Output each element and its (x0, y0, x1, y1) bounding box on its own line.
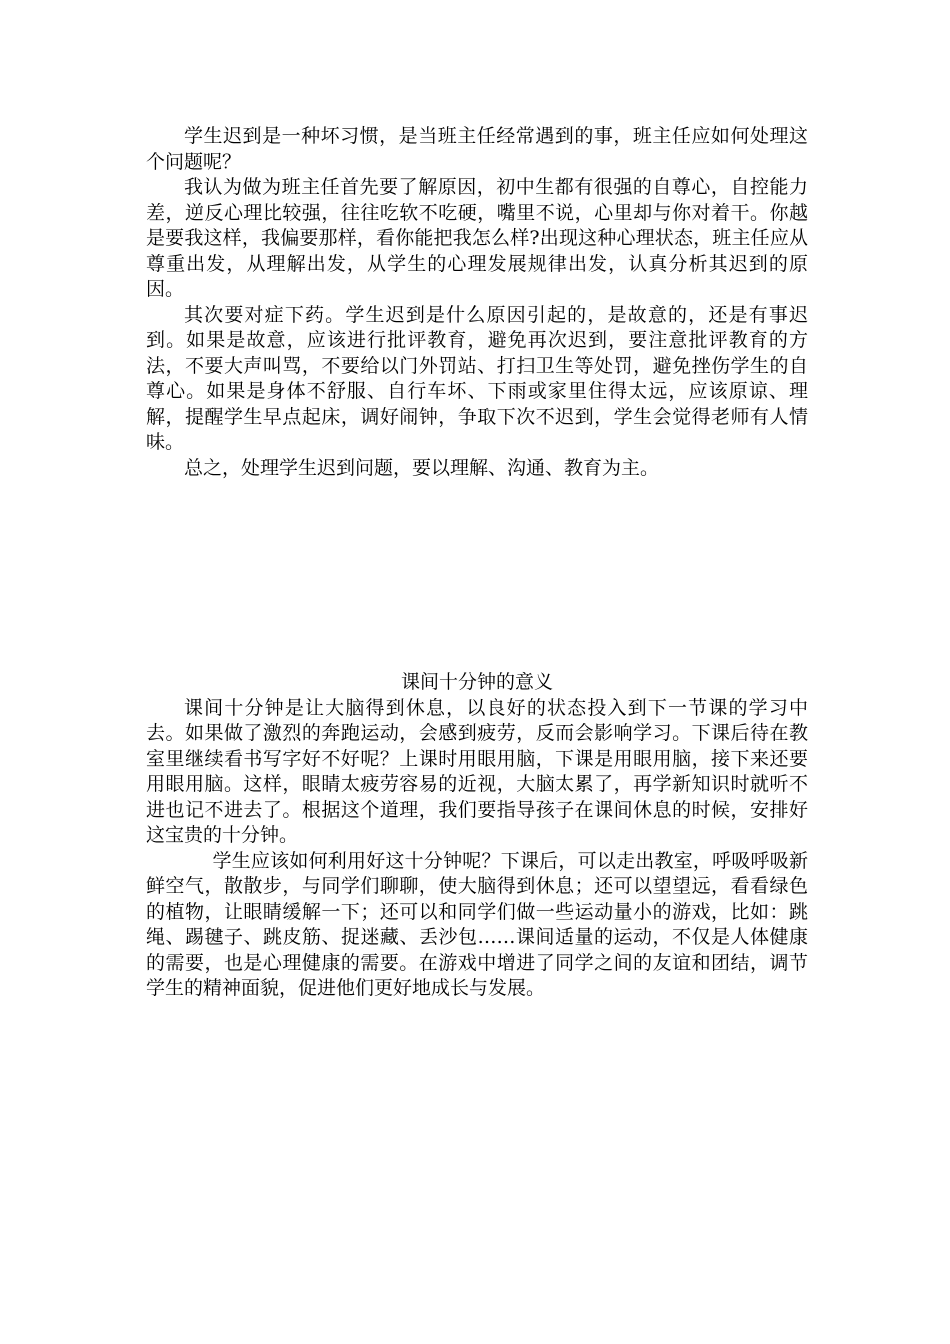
paragraph-remedy: 其次要对症下药。学生迟到是什么原因引起的，是故意的，还是有事迟到。如果是故意，应该进行批评教育，避免再次迟到，要注意批评教育的方法，不要大声叫骂，不要给以门外罚站、打扫卫生等处罚，避免挫伤学生的自尊心。如果是身体不舒服、自行车坏、下雨或家里住得太远，应该原谅、理解，提醒学生早点起床，调好闹钟，争取下次不迟到，学生会觉得老师有人情味。 (146, 303, 808, 453)
paragraph-break-purpose: 课间十分钟是让大脑得到休息，以良好的状态投入到下一节课的学习中去。如果做了激烈的奔跑运动，会感到疲劳，反而会影响学习。下课后待在教室里继续看书写字好不好呢？上课时用眼用脑，下课是用眼用脑，接下来还要用眼用脑。这样，眼睛太疲劳容易的近视，大脑太累了，再学新知识时就听不进也记不进去了。根据这个道理，我们要指导孩子在课间休息的时候，安排好这宝贵的十分钟。 (146, 696, 808, 846)
paragraph-conclusion: 总之，处理学生迟到问题，要以理解、沟通、教育为主。 (184, 456, 660, 479)
article-late-students (146, 124, 808, 481)
paragraph-understand-reasons: 我认为做为班主任首先要了解原因，初中生都有很强的自尊心，自控能力差，逆反心理比较强，往往吃软不吃硬，嘴里不说，心里却与你对着干。你越是要我这样，我偏要那样，看你能把我怎么样?出现这种心理状态，班主任应从尊重出发，从理解出发，从学生的心理发展规律出发，认真分析其迟到的原因。 (146, 176, 808, 300)
paragraph-intro: 学生迟到是一种坏习惯，是当班主任经常遇到的事，班主任应如何处理这个问题呢？ (146, 125, 808, 173)
article-title: 课间十分钟的意义 (400, 671, 553, 693)
paragraph-break-activities: 学生应该如何利用好这十分钟呢？下课后，可以走出教室，呼吸呼吸新鲜空气，散散步，与同学们聊聊，使大脑得到休息；还可以望望远，看看绿色的植物，让眼睛缓解一下；还可以和同学们做一些运动量小的游戏，比如：跳绳、踢毽子、跳皮筋、捉迷藏、丢沙包……课间适量的运动，不仅是人体健康的需要，也是心理健康的需要。在游戏中增进了同学之间的友谊和团结，调节学生的精神面貌，促进他们更好地成长与发展。 (146, 849, 808, 999)
article-ten-minute-break (146, 670, 808, 1002)
